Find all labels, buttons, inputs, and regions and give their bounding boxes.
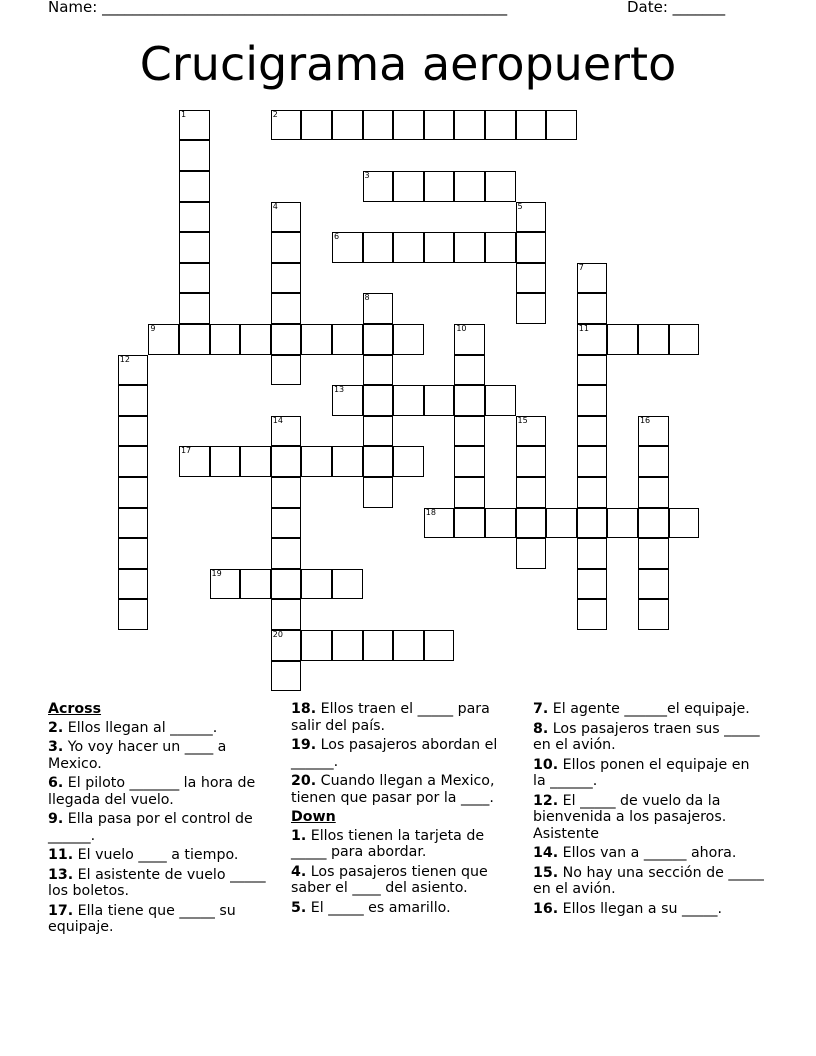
grid-cell[interactable] (118, 599, 149, 630)
grid-cell[interactable] (516, 293, 547, 324)
clue-number: 15. (533, 864, 559, 881)
grid-cell[interactable] (669, 324, 700, 355)
clue-number: 14. (533, 845, 559, 861)
grid-cell[interactable] (363, 355, 394, 386)
grid-cell[interactable] (332, 569, 363, 600)
grid-cell[interactable] (638, 477, 669, 508)
grid-cell[interactable] (240, 324, 271, 355)
grid-cell[interactable] (271, 202, 302, 233)
grid-cell[interactable] (179, 171, 210, 202)
clue-number: 2. (48, 719, 64, 736)
grid-cell[interactable] (332, 446, 363, 477)
clue-item (533, 721, 765, 754)
cell-number: 18 (425, 507, 436, 517)
grid-cell[interactable] (516, 110, 547, 141)
clue-number: 11. (48, 847, 74, 863)
grid-cell[interactable] (271, 324, 302, 355)
clue-item (48, 867, 270, 900)
clue-text: Ellos van a ______ ahora. (562, 845, 737, 861)
grid-cell[interactable] (179, 263, 210, 294)
cell-number: 11 (578, 323, 589, 333)
grid-cell[interactable] (516, 263, 547, 294)
grid-cell[interactable] (271, 538, 302, 569)
grid-cell[interactable] (393, 171, 424, 202)
grid-cell[interactable] (271, 446, 302, 477)
grid-cell[interactable] (516, 202, 547, 233)
grid-cell[interactable] (577, 416, 608, 447)
grid-cell[interactable] (577, 538, 608, 569)
clue-item (48, 811, 270, 844)
clue-number: 4. (291, 863, 307, 880)
grid-cell[interactable] (271, 661, 302, 692)
grid-cell[interactable] (577, 324, 608, 355)
grid-cell[interactable] (516, 508, 547, 539)
grid-cell[interactable] (271, 477, 302, 508)
grid-cell[interactable] (271, 263, 302, 294)
clue-item (533, 845, 765, 862)
clue-item (48, 720, 270, 737)
grid-cell[interactable] (607, 508, 638, 539)
grid-cell[interactable] (301, 324, 332, 355)
grid-cell[interactable] (424, 110, 455, 141)
grid-cell[interactable] (301, 110, 332, 141)
grid-cell[interactable] (332, 232, 363, 263)
grid-cell[interactable] (118, 538, 149, 569)
grid-cell[interactable] (607, 324, 638, 355)
grid-cell[interactable] (454, 416, 485, 447)
grid-cell[interactable] (577, 599, 608, 630)
grid-cell[interactable] (210, 446, 241, 477)
clue-text: Cuando llegan a Mexico, tienen que pasar por la ____. (291, 773, 495, 806)
grid-cell[interactable] (271, 110, 302, 141)
grid-cell[interactable] (638, 324, 669, 355)
grid-cell[interactable] (271, 355, 302, 386)
grid-cell[interactable] (363, 446, 394, 477)
cell-number: 15 (517, 415, 528, 425)
grid-cell[interactable] (546, 110, 577, 141)
grid-cell[interactable] (516, 477, 547, 508)
cell-number: 19 (211, 568, 222, 578)
grid-cell[interactable] (179, 324, 210, 355)
grid-cell[interactable] (454, 477, 485, 508)
cell-number: 6 (333, 232, 340, 242)
grid-cell[interactable] (393, 630, 424, 661)
clue-text: El _____ es amarillo. (310, 899, 451, 916)
grid-cell[interactable] (363, 416, 394, 447)
grid-cell[interactable] (271, 293, 302, 324)
clue-heading-down: Down (291, 809, 336, 825)
clue-text: Ellos llegan al ______. (67, 719, 218, 736)
clue-text: Ella pasa por el control de ______. (48, 811, 253, 844)
clue-item (533, 901, 765, 918)
clue-number: 17. (48, 902, 74, 919)
cell-number: 12 (119, 354, 130, 364)
clue-text: Ellos traen el _____ para salir del país. (291, 701, 490, 734)
clue-text: El _____ de vuelo da la bienvenida a los pasajeros. Asistente (533, 792, 727, 842)
clue-number: 5. (291, 899, 307, 916)
clue-number: 13. (48, 866, 74, 883)
cell-number: 16 (639, 415, 651, 425)
grid-cell[interactable] (516, 416, 547, 447)
clue-number: 16. (533, 900, 559, 917)
clues-column-1 (48, 701, 270, 939)
clue-number: 7. (533, 701, 549, 717)
clue-number: 20. (291, 773, 317, 789)
clue-item (291, 773, 513, 806)
grid-cell[interactable] (332, 630, 363, 661)
grid-cell[interactable] (454, 171, 485, 202)
clue-text: Los pasajeros traen sus _____ en el avión. (533, 720, 760, 753)
grid-cell[interactable] (454, 385, 485, 416)
grid-cell[interactable] (271, 416, 302, 447)
grid-cell[interactable] (271, 569, 302, 600)
grid-cell[interactable] (546, 508, 577, 539)
grid-cell[interactable] (271, 232, 302, 263)
clue-item (291, 701, 513, 734)
grid-cell[interactable] (393, 324, 424, 355)
grid-cell[interactable] (577, 477, 608, 508)
clue-item (48, 775, 270, 808)
clue-item (533, 757, 765, 790)
cell-number: 7 (578, 262, 584, 272)
clue-text: Ellos ponen el equipaje en la ______. (533, 756, 750, 789)
grid-cell[interactable] (271, 630, 302, 661)
grid-cell[interactable] (363, 232, 394, 263)
grid-cell[interactable] (118, 416, 149, 447)
puzzle-title: Crucigrama aeropuerto (139, 37, 677, 91)
grid-cell[interactable] (118, 477, 149, 508)
clue-item (48, 739, 270, 772)
grid-cell[interactable] (454, 508, 485, 539)
grid-cell[interactable] (301, 446, 332, 477)
grid-cell[interactable] (179, 202, 210, 233)
grid-cell[interactable] (118, 446, 149, 477)
grid-cell[interactable] (118, 355, 149, 386)
grid-cell[interactable] (179, 293, 210, 324)
clue-text: Los pasajeros tienen que saber el ____ del asiento. (291, 863, 488, 896)
clue-item (533, 701, 765, 718)
cell-number: 1 (180, 109, 187, 119)
grid-cell[interactable] (516, 538, 547, 569)
cell-number: 17 (180, 446, 192, 456)
grid-cell[interactable] (485, 232, 516, 263)
grid-cell[interactable] (577, 263, 608, 294)
grid-cell[interactable] (424, 232, 455, 263)
grid-cell[interactable] (118, 569, 149, 600)
grid-cell[interactable] (424, 630, 455, 661)
grid-cell[interactable] (393, 232, 424, 263)
grid-cell[interactable] (393, 385, 424, 416)
clues-column-2 (291, 701, 513, 919)
cell-number: 14 (272, 415, 283, 425)
clue-number: 6. (48, 775, 64, 791)
clue-number: 19. (291, 737, 317, 753)
grid-cell[interactable] (669, 508, 700, 539)
grid-cell[interactable] (271, 508, 302, 539)
cell-number: 8 (364, 293, 370, 303)
date-field-label: Date: _______ (627, 0, 726, 16)
cell-number: 2 (272, 109, 278, 119)
clue-text: El agente ______el equipaje. (552, 701, 750, 717)
clue-text: Los pasajeros abordan el ______. (291, 737, 498, 770)
cell-number: 5 (517, 201, 523, 211)
grid-cell[interactable] (424, 171, 455, 202)
grid-cell[interactable] (485, 171, 516, 202)
clue-text: El asistente de vuelo _____ los boletos. (48, 866, 266, 899)
grid-cell[interactable] (424, 508, 455, 539)
grid-cell[interactable] (485, 508, 516, 539)
clues-column-3 (533, 701, 765, 920)
clue-text: Ellos llegan a su _____. (562, 900, 722, 917)
grid-cell[interactable] (454, 232, 485, 263)
clue-number: 3. (48, 739, 64, 755)
grid-cell[interactable] (179, 446, 210, 477)
clue-number: 10. (533, 756, 559, 773)
grid-cell[interactable] (301, 569, 332, 600)
clue-item (533, 865, 765, 898)
grid-cell[interactable] (363, 324, 394, 355)
grid-cell[interactable] (240, 446, 271, 477)
clue-item (48, 847, 270, 864)
name-field-label: Name: ______________________________________________________ (48, 0, 508, 16)
grid-cell[interactable] (363, 110, 394, 141)
grid-cell[interactable] (577, 385, 608, 416)
clue-number: 8. (533, 720, 549, 737)
grid-cell[interactable] (210, 324, 241, 355)
grid-cell[interactable] (148, 324, 179, 355)
clue-number: 12. (533, 792, 559, 809)
grid-cell[interactable] (118, 508, 149, 539)
grid-cell[interactable] (516, 232, 547, 263)
grid-cell[interactable] (271, 599, 302, 630)
clue-item (48, 903, 270, 936)
grid-cell[interactable] (638, 538, 669, 569)
grid-cell[interactable] (516, 446, 547, 477)
clue-text: Ellos tienen la tarjeta de _____ para abordar. (291, 827, 485, 860)
grid-cell[interactable] (179, 110, 210, 141)
clue-text: No hay una sección de _____ en el avión. (533, 864, 764, 897)
clue-text: El piloto _______ la hora de llegada del vuelo. (48, 775, 256, 808)
clue-item (291, 900, 513, 917)
grid-cell[interactable] (118, 385, 149, 416)
cell-number: 9 (150, 323, 156, 333)
grid-cell[interactable] (301, 630, 332, 661)
grid-cell[interactable] (454, 446, 485, 477)
cell-number: 4 (272, 201, 278, 211)
grid-cell[interactable] (638, 416, 669, 447)
grid-cell[interactable] (210, 569, 241, 600)
clue-item (291, 864, 513, 897)
grid-cell[interactable] (638, 446, 669, 477)
grid-cell[interactable] (485, 110, 516, 141)
grid-cell[interactable] (577, 446, 608, 477)
cell-number: 10 (456, 323, 467, 333)
grid-cell[interactable] (454, 324, 485, 355)
grid-cell[interactable] (577, 569, 608, 600)
grid-cell[interactable] (638, 508, 669, 539)
clue-text: Yo voy hacer un ____ a Mexico. (48, 739, 227, 772)
grid-cell[interactable] (363, 171, 394, 202)
clue-number: 9. (48, 811, 64, 827)
grid-cell[interactable] (332, 385, 363, 416)
grid-cell[interactable] (485, 385, 516, 416)
grid-cell[interactable] (240, 569, 271, 600)
grid-cell[interactable] (363, 385, 394, 416)
clue-number: 1. (291, 827, 307, 844)
clue-heading-across: Across (48, 701, 102, 717)
clue-text: El vuelo ____ a tiempo. (77, 847, 239, 863)
grid-cell[interactable] (179, 140, 210, 171)
grid-cell[interactable] (424, 385, 455, 416)
grid-cell[interactable] (393, 110, 424, 141)
cell-number: 20 (272, 629, 283, 639)
grid-cell[interactable] (577, 355, 608, 386)
clue-text: Ella tiene que _____ su equipaje. (48, 902, 236, 935)
cell-number: 13 (333, 385, 345, 395)
grid-cell[interactable] (577, 508, 608, 539)
cell-number: 3 (364, 170, 370, 180)
grid-cell[interactable] (363, 293, 394, 324)
grid-cell[interactable] (393, 446, 424, 477)
grid-cell[interactable] (638, 569, 669, 600)
clue-item (291, 737, 513, 770)
grid-cell[interactable] (363, 630, 394, 661)
clue-item (533, 793, 765, 843)
clue-number: 18. (291, 701, 317, 717)
grid-cell[interactable] (577, 293, 608, 324)
grid-cell[interactable] (454, 355, 485, 386)
grid-cell[interactable] (638, 599, 669, 630)
grid-cell[interactable] (454, 110, 485, 141)
grid-cell[interactable] (179, 232, 210, 263)
clue-item (291, 828, 513, 861)
grid-cell[interactable] (332, 324, 363, 355)
grid-cell[interactable] (363, 477, 394, 508)
grid-cell[interactable] (332, 110, 363, 141)
